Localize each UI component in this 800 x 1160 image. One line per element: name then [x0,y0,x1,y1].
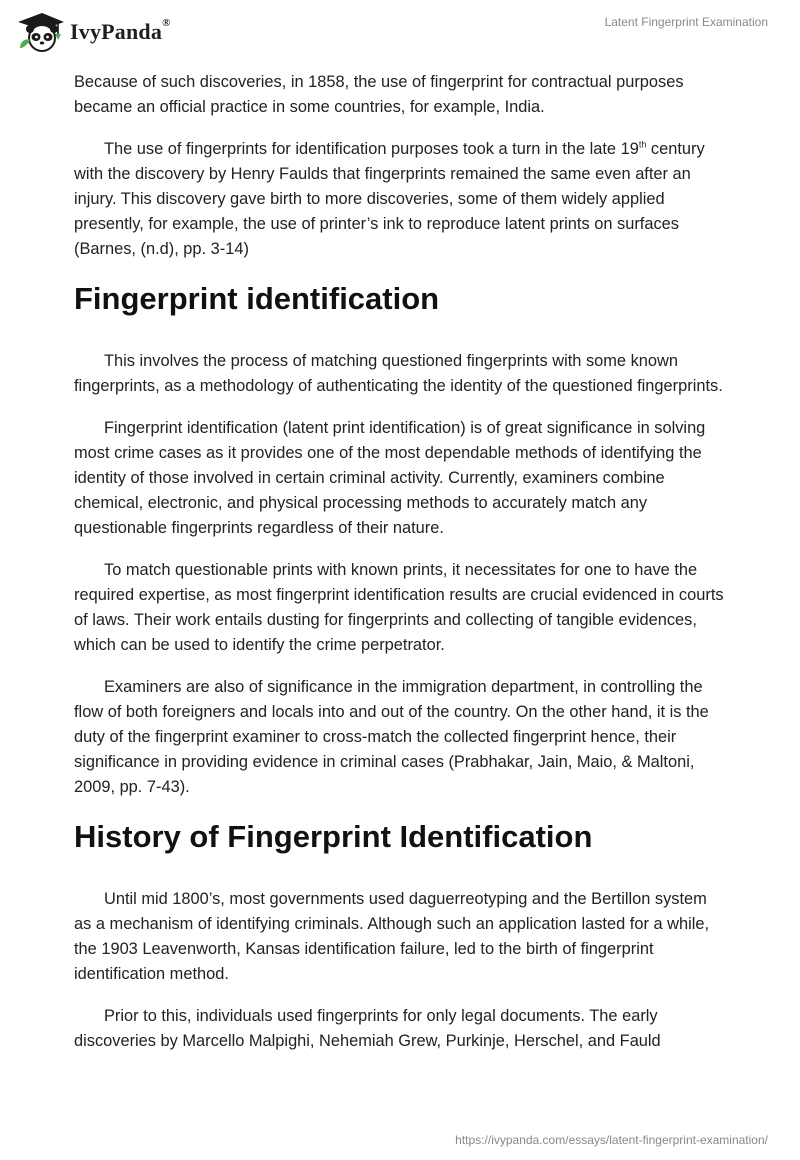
panda-graduate-icon [14,10,66,54]
section-heading: Fingerprint identification [74,281,440,316]
superscript: th [638,139,647,150]
essay-content [74,70,726,1071]
paragraph: Until mid 1800’s, most governments used daguerreotyping and the Bertillon system as a mechanism of identifying criminals. Although such an application lasted for a while, the 1903 Leavenworth, Kansas identification failure, led to the birth of fingerprint identification method. [74,890,710,983]
document-title: Latent Fingerprint Examination [604,15,768,29]
source-url[interactable]: https://ivypanda.com/essays/latent-fingerprint-examination/ [455,1133,768,1147]
paragraph: This involves the process of matching questioned fingerprints with some known fingerprints, as a methodology of authenticating the identity of the questioned fingerprints. [74,352,723,395]
ivypanda-logo[interactable] [14,10,171,54]
paragraph: To match questionable prints with known prints, it necessitates for one to have the required expertise, as most fingerprint identification results are crucial evidenced in courts of laws. Their work entails dusting for fingerprints and collecting of tangible evidences, which can be used to identify the crime perpetrator. [74,561,724,654]
paragraph: Examiners are also of significance in the immigration department, in controlling the flow of both foreigners and locals into and out of the country. On the other hand, it is the duty of the fingerprint examiner to cross-match the collected fingerprint hence, their significance in providing evidence in criminal cases (Prabhakar, Jain, Maio, & Maltoni, 2009, pp. 7-43). [74,678,709,796]
paragraph: Because of such discoveries, in 1858, the use of fingerprint for contractual purposes became an official practice in some countries, for example, India. [74,73,684,116]
brand-name: IvyPanda® [70,17,171,44]
registered-mark: ® [162,17,171,29]
paragraph: Fingerprint identification (latent print identification) is of great significance in solving most crime cases as it provides one of the most dependable methods of identifying the identity of those involved in certain criminal activity. Currently, examiners combine chemical, electronic, and physical processing methods to accurately match any questionable fingerprints regardless of their nature. [74,419,706,537]
paragraph: Prior to this, individuals used fingerprints for only legal documents. The early discoveries by Marcello Malpighi, Nehemiah Grew, Purkinje, Herschel, and Fauld [74,1007,661,1050]
paragraph: The use of fingerprints for identification purposes took a turn in the late 19th century with the discovery by Henry Faulds that fingerprints remained the same even after an injury. This discovery gave birth to more discoveries, some of them widely applied presently, for example, the use of printer’s ink to reproduce latent prints on surfaces (Barnes, (n.d), pp. 3-14) [74,139,705,258]
section-heading: History of Fingerprint Identification [74,819,593,854]
page-header [0,0,800,64]
